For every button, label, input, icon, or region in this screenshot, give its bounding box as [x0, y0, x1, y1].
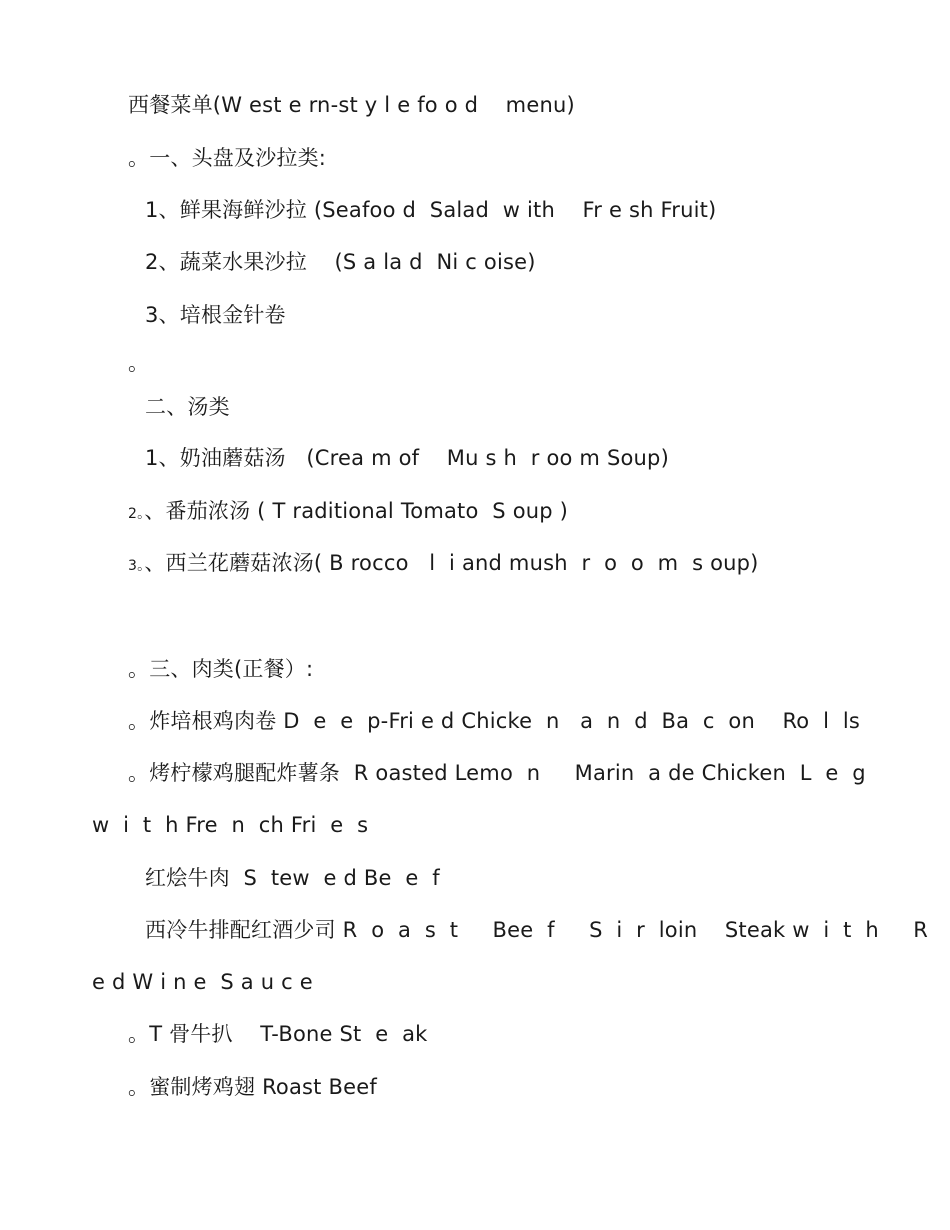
section-heading-soups: 二、汤类 [145, 395, 230, 419]
section-heading-meats: 。三、肉类(正餐）: [128, 657, 314, 681]
menu-item-seafood-salad: 1、鲜果海鲜沙拉 (Seafoo d Salad w ith Fr e sh Fruit) [145, 198, 717, 222]
menu-item-tomato-soup [128, 498, 568, 527]
menu-item-lemon-chicken-leg-cont: w i t h Fre n ch Fri e s [92, 813, 369, 837]
menu-item-stewed-beef: 红烩牛肉 S tew e d Be e f [145, 866, 440, 890]
menu-item-chicken-bacon-rolls: 。炸培根鸡肉卷 D e e p-Fri e d Chicke n a n d Ba c on Ro l ls [128, 709, 861, 733]
menu-item-honey-chicken-wings: 。蜜制烤鸡翅 Roast Beef [128, 1075, 377, 1099]
menu-item-sirloin-steak: 西冷牛排配红酒少司 R o a s t Bee f S i r loin Steak w i t h R [145, 918, 929, 942]
bullet-marker: 。 [128, 351, 150, 375]
menu-item-salad-nicoise: 2、蔬菜水果沙拉 (S a la d Ni c oise) [145, 250, 536, 274]
item-number-marker: 3。 [128, 558, 145, 574]
item-number-marker: 2。 [128, 506, 145, 522]
menu-item-broccoli-soup-text: 、西兰花蘑菇浓汤( B rocco l i and mush r o o m s oup) [144, 551, 759, 575]
menu-item-tomato-soup-text: 、番茄浓汤 ( T raditional Tomato S oup ) [144, 499, 569, 523]
section-heading-appetizers: 。一、头盘及沙拉类: [128, 146, 327, 170]
menu-item-lemon-chicken-leg: 。烤柠檬鸡腿配炸薯条 R oasted Lemo n Marin a de Chicken L e g [128, 761, 866, 785]
menu-item-sirloin-steak-cont: e d W i n e S a u c e [92, 970, 313, 994]
menu-item-mushroom-soup: 1、奶油蘑菇汤 (Crea m of Mu s h r oo m Soup) [145, 446, 669, 470]
menu-item-broccoli-soup [128, 550, 759, 579]
menu-item-bacon-mushroom-roll: 3、培根金针卷 [145, 303, 286, 327]
menu-item-t-bone-steak: 。T 骨牛扒 T-Bone St e ak [128, 1022, 428, 1046]
menu-title: 西餐菜单(W est e rn-st y l e fo o d menu) [128, 93, 575, 117]
